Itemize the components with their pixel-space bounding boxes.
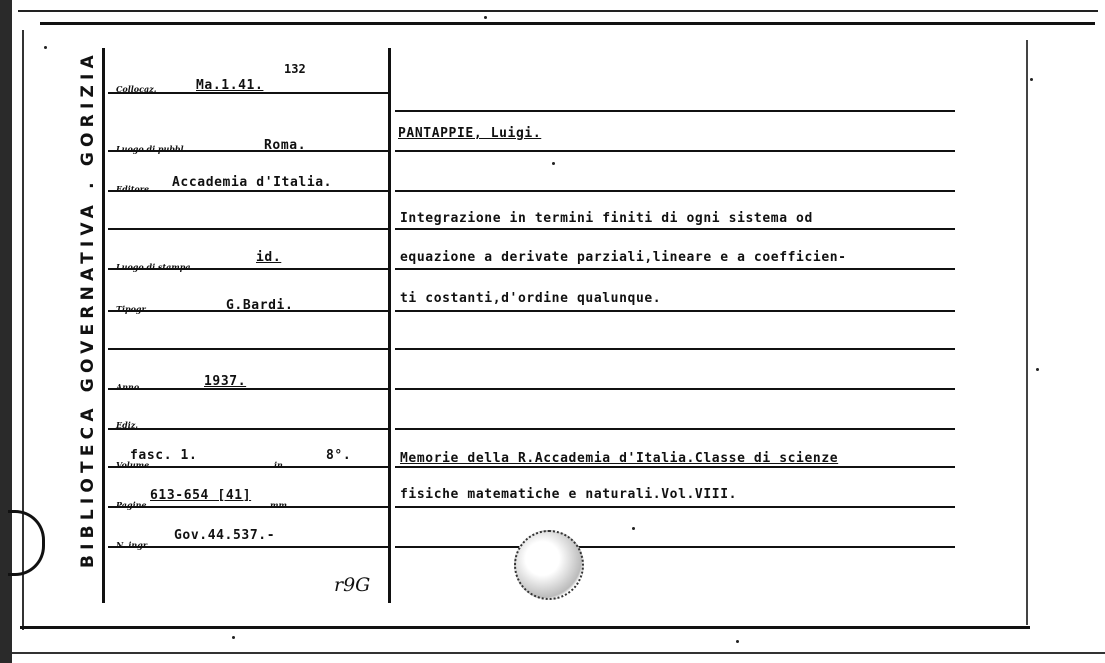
rule-right-7 — [395, 348, 955, 350]
value-editore: Accademia d'Italia. — [172, 175, 333, 190]
rule-left-8 — [108, 388, 388, 390]
rule-right-5 — [395, 268, 955, 270]
rule-right-6 — [395, 310, 955, 312]
rule-right-8 — [395, 388, 955, 390]
value-anno: 1937. — [204, 374, 247, 389]
label-numero-ingresso: N. ingr. — [116, 540, 150, 550]
card-bottom-edge — [20, 626, 1030, 629]
value-formato: 8°. — [326, 448, 352, 463]
dust-speck — [484, 16, 487, 19]
rule-right-10 — [395, 466, 955, 468]
rule-left-11 — [108, 506, 388, 508]
dust-speck — [1036, 368, 1039, 371]
label-pagine: Pagine — [116, 500, 147, 510]
label-volume: Volume — [116, 460, 150, 470]
rule-right-12 — [395, 546, 955, 548]
dust-speck — [44, 46, 47, 49]
value-collocazione: Ma.1.41. — [196, 78, 264, 93]
label-tipografia: Tipogr. — [116, 304, 148, 314]
value-tipografia: G.Bardi. — [226, 298, 294, 313]
rule-left-3 — [108, 190, 388, 192]
handwritten-note: r9G — [334, 574, 371, 596]
title-line-3: ti costanti,d'ordine qualunque. — [400, 291, 662, 306]
library-name-vertical: BIBLIOTECA GOVERNATIVA . GORIZIA — [78, 50, 98, 568]
title-line-1: Integrazione in termini finiti di ogni sistema od — [400, 211, 813, 226]
rule-left-9 — [108, 428, 388, 430]
author: PANTAPPIE, Luigi. — [398, 126, 542, 141]
rule-right-1 — [395, 110, 955, 112]
label-anno: Anno — [116, 382, 140, 392]
rule-left-7 — [108, 348, 388, 350]
label-collocazione: Collocaz. — [116, 84, 157, 94]
label-editore: Editore — [116, 184, 150, 194]
rule-right-3 — [395, 190, 955, 192]
dust-speck — [232, 636, 235, 639]
dust-speck — [1030, 78, 1033, 81]
value-volume: fasc. 1. — [130, 448, 198, 463]
value-luogo-pubblicazione: Roma. — [264, 138, 307, 153]
rule-left-10 — [108, 466, 388, 468]
center-divider-rule — [388, 48, 391, 603]
left-margin-rule — [102, 48, 105, 603]
value-numero-ingresso: Gov.44.537.- — [174, 528, 276, 543]
rule-right-11 — [395, 506, 955, 508]
series-line-1: Memorie della R.Accademia d'Italia.Classe di scienze — [400, 451, 839, 466]
dust-speck — [736, 640, 739, 643]
scan-edge-bottom — [12, 652, 1105, 654]
card-right-edge — [1026, 40, 1028, 625]
rule-right-9 — [395, 428, 955, 430]
rule-left-4 — [108, 228, 388, 230]
rule-right-2 — [395, 150, 955, 152]
value-collocazione-number: 132 — [284, 62, 306, 76]
label-luogo-pubblicazione: Luogo di pubbl. — [116, 144, 187, 154]
label-edizione: Ediz. — [116, 420, 139, 430]
library-stamp — [514, 530, 584, 600]
scan-edge-top — [18, 10, 1098, 12]
label-formato-mm: mm — [270, 500, 287, 510]
binder-hole-mark — [8, 510, 45, 576]
label-luogo-stampa: Luogo di stampa — [116, 262, 191, 272]
rule-left-12 — [108, 546, 388, 548]
label-formato: in — [274, 460, 283, 470]
value-pagine: 613-654 [41] — [150, 488, 252, 503]
series-line-2: fisiche matematiche e naturali.Vol.VIII. — [400, 487, 738, 502]
value-luogo-stampa: id. — [256, 250, 282, 265]
title-line-2: equazione a derivate parziali,lineare e a coefficien- — [400, 250, 847, 265]
dust-speck — [552, 162, 555, 165]
rule-right-4 — [395, 228, 955, 230]
card-top-edge — [40, 22, 1095, 25]
dust-speck — [632, 527, 635, 530]
